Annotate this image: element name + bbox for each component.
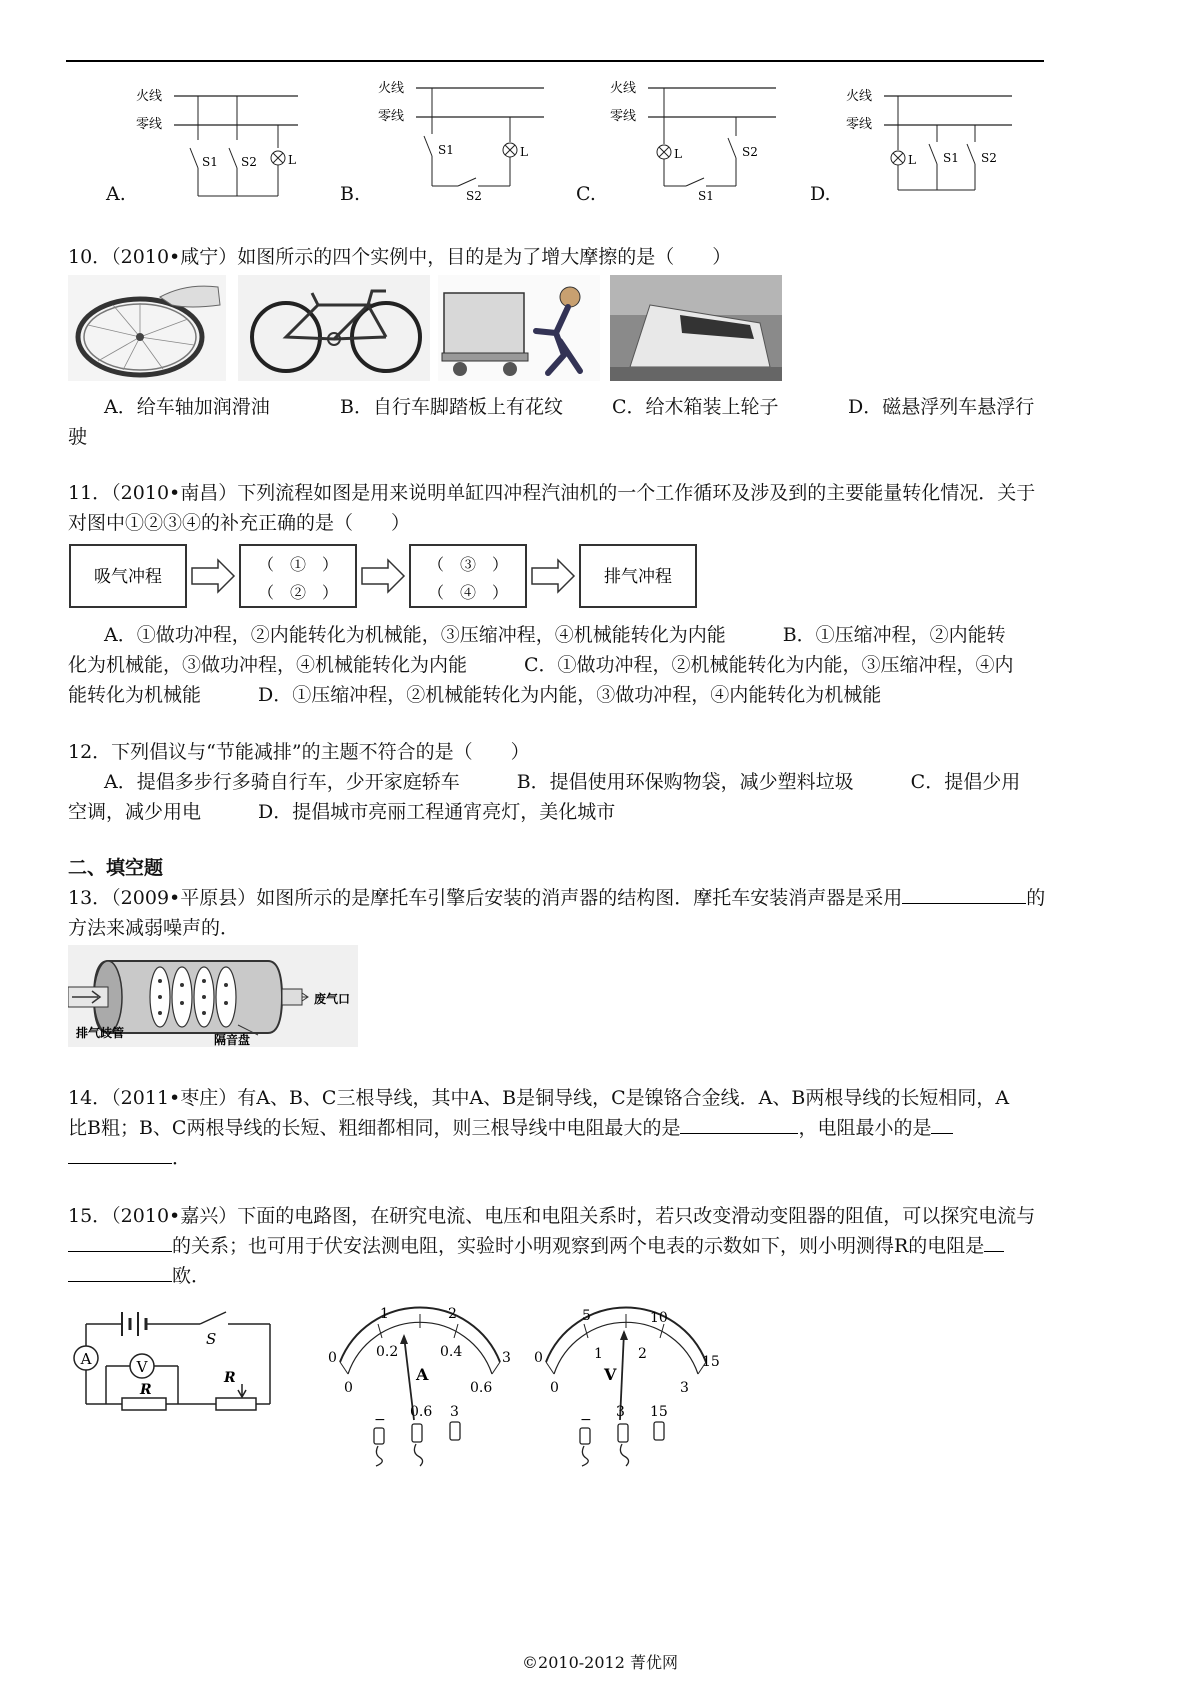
ammeter-inner-tick: 0.6 [470, 1380, 493, 1396]
lamp-label: L [520, 145, 528, 159]
live-wire-label: 火线 [610, 81, 637, 96]
q14-answer-blank-min-start[interactable] [931, 1113, 953, 1134]
flow-box2-bottom: （ ② ） [257, 583, 339, 602]
label-exhaust-pipe: 排气歧管 [76, 1026, 125, 1040]
resistor-label: R [140, 1382, 152, 1398]
neutral-wire-label: 零线 [610, 109, 637, 124]
s1-label: S1 [438, 143, 454, 157]
ammeter-terminal-label: 0.6 [410, 1404, 433, 1420]
ammeter-symbol-label: A [80, 1350, 92, 1368]
q15-text-end: 欧． [172, 1265, 211, 1287]
q10-option-d: D．磁悬浮列车悬浮行 [848, 396, 1035, 418]
switch-label: S [206, 1330, 217, 1348]
q12-stem: 12．下列倡议与“节能减排”的主题不符合的是（ ） [68, 741, 530, 763]
q10-image-maglev-train [610, 275, 782, 381]
live-wire-label: 火线 [136, 89, 163, 104]
q15-answer-blank-resistance[interactable] [68, 1261, 172, 1282]
q14-answer-blank-min[interactable] [68, 1143, 172, 1164]
label-exhaust-port: 废气口 [314, 992, 351, 1006]
q9-option-c-label: C. [576, 183, 596, 205]
q15-answer-blank-relation[interactable] [68, 1231, 172, 1252]
voltmeter-symbol-label: V [136, 1358, 148, 1376]
q14-stem-line1: 14．（2011•枣庄）有A、B、C三根导线，其中A、B是铜导线，C是镍铬合金线．A、B两根导线的长短相同，A [68, 1087, 1010, 1109]
label-baffle: 隔音盘 [214, 1033, 251, 1047]
q11-stem-line1: 11．（2010•南昌）下列流程如图是用来说明单缸四冲程汽油机的一个工作循环及涉及到的主要能量转化情况．关于 [68, 482, 1036, 504]
ammeter-inner-tick: 0.2 [376, 1344, 399, 1360]
q9-option-b-label: B. [340, 183, 361, 205]
q11-options-line3: 能转化为机械能 D．①压缩冲程，②机械能转化为内能，③做功冲程，④内能转化为机械能 [68, 684, 882, 706]
q13-stem-line1 [68, 883, 1045, 913]
q11-stem-line2: 对图中①②③④的补充正确的是（ ） [68, 512, 411, 534]
flow-box2-top: （ ① ） [257, 555, 339, 574]
q9-option-d-label: D. [810, 183, 831, 205]
neutral-wire-label: 零线 [846, 117, 873, 132]
s2-label: S2 [981, 151, 997, 165]
voltmeter-outer-tick: 0 [534, 1350, 543, 1366]
q13-muffler-diagram [68, 945, 358, 1047]
voltmeter-terminal-label: 15 [650, 1404, 668, 1420]
s2-label: S2 [241, 155, 257, 169]
voltmeter-inner-tick: 3 [680, 1380, 689, 1396]
voltmeter-inner-tick: 2 [638, 1346, 647, 1362]
q15-answer-blank-resistance-start[interactable] [984, 1231, 1004, 1252]
q13-stem-text: 13．（2009•平原县）如图所示的是摩托车引擎后安装的消声器的结构图．摩托车安装消声器是采用 [68, 887, 903, 909]
q10-stem: 10．（2010•咸宁）如图所示的四个实例中，目的是为了增大摩擦的是（ ） [68, 246, 732, 268]
voltmeter-inner-tick: 1 [594, 1346, 603, 1362]
q15-stem-line1: 15．（2010•嘉兴）下面的电路图，在研究电流、电压和电阻关系时，若只改变滑动变阻器的阻值，可以探究电流与 [68, 1205, 1036, 1227]
rheostat-label: R [224, 1370, 236, 1386]
q10-option-c: C．给木箱装上轮子 [612, 396, 779, 418]
s2-label: S2 [466, 189, 482, 203]
live-wire-label: 火线 [846, 89, 873, 104]
q14-stem-line3 [68, 1143, 191, 1173]
ammeter-outer-tick: 1 [380, 1306, 389, 1322]
q11-options-line1: A．①做功冲程，②内能转化为机械能，③压缩冲程，④机械能转化为内能 B．①压缩冲程，②内能转 [104, 624, 1006, 646]
q9-circuit-a [130, 78, 310, 208]
ammeter-inner-tick: 0 [344, 1380, 353, 1396]
ammeter-outer-tick: 3 [502, 1350, 511, 1366]
s1-label: S1 [943, 151, 959, 165]
q14-stem-line2 [68, 1113, 953, 1143]
q15-text-a: 的关系；也可用于伏安法测电阻，实验时小明观察到两个电表的示数如下，则小明测得R的电阻是 [172, 1235, 985, 1257]
page-footer: ©2010-2012 菁优网 [522, 1653, 678, 1672]
flow-box-intake: 吸气冲程 [94, 567, 162, 587]
q14-text-a: 比B粗；B、C两根导线的长短、粗细都相同，则三根导线中电阻最大的是 [68, 1117, 681, 1139]
q12-options-line1: A．提倡多步行多骑自行车，少开家庭轿车 B．提倡使用环保购物袋，减少塑料垃圾 C．提倡少用 [104, 771, 1021, 793]
ammeter-outer-tick: 0 [328, 1350, 337, 1366]
q15-circuit-diagram [66, 1300, 278, 1426]
voltmeter-outer-tick: 15 [702, 1354, 720, 1370]
s2-label: S2 [742, 145, 758, 159]
s1-label: S1 [202, 155, 218, 169]
q14-answer-blank-max[interactable] [680, 1113, 798, 1134]
q9-option-a-label: A. [106, 183, 126, 205]
section-heading-fill-in: 二、填空题 [68, 857, 164, 879]
q10-image-box-wheels [438, 275, 600, 381]
q12-options-line2: 空调，减少用电 D．提倡城市亮丽工程通宵亮灯，美化城市 [68, 801, 616, 823]
q9-circuit-c [606, 74, 786, 204]
voltmeter-inner-tick: 0 [550, 1380, 559, 1396]
q9-circuit-b [372, 74, 552, 204]
live-wire-label: 火线 [378, 81, 405, 96]
lamp-label: L [908, 153, 916, 167]
q10-option-d-continued: 驶 [68, 426, 88, 448]
q11-flow-diagram [68, 542, 708, 612]
ammeter-inner-tick: 0.4 [440, 1344, 463, 1360]
lamp-label: L [674, 147, 682, 161]
ammeter-outer-tick: 2 [448, 1306, 457, 1322]
q10-image-bicycle [238, 275, 430, 381]
ammeter-terminal-label: 3 [450, 1404, 459, 1420]
q14-text-b: ，电阻最小的是 [798, 1117, 932, 1139]
flow-box-exhaust: 排气冲程 [604, 567, 672, 587]
q11-options-line2: 化为机械能，③做功冲程，④机械能转化为内能 C．①做功冲程，②机械能转化为内能，③压缩冲程，④内 [68, 654, 1014, 676]
voltmeter-outer-tick: 5 [582, 1308, 591, 1324]
voltmeter-terminal-label: 3 [616, 1404, 625, 1420]
q15-ammeter-dial [318, 1300, 518, 1468]
voltmeter-terminal-label: − [580, 1412, 592, 1428]
q15-stem-line2 [68, 1231, 1004, 1261]
q9-circuit-d [842, 78, 1022, 208]
ammeter-terminal-label: − [374, 1412, 386, 1428]
q13-stem-line2: 方法来减弱噪声的． [68, 917, 240, 939]
header-rule [66, 60, 1044, 62]
neutral-wire-label: 零线 [136, 117, 163, 132]
neutral-wire-label: 零线 [378, 109, 405, 124]
q15-stem-line3 [68, 1261, 210, 1291]
q10-option-b: B．自行车脚踏板上有花纹 [340, 396, 563, 418]
q13-answer-blank[interactable] [902, 883, 1026, 904]
flow-box3-top: （ ③ ） [427, 555, 509, 574]
flow-box3-bottom: （ ④ ） [427, 583, 509, 602]
q10-image-wheel-oiling [68, 275, 226, 381]
ammeter-unit: A [416, 1365, 429, 1384]
voltmeter-unit: V [604, 1365, 617, 1384]
q13-stem-end: 的 [1026, 887, 1046, 909]
lamp-label: L [288, 153, 296, 167]
q10-option-a: A．给车轴加润滑油 [104, 396, 270, 418]
q15-voltmeter-dial [524, 1300, 724, 1468]
s1-label: S1 [698, 189, 714, 203]
voltmeter-outer-tick: 10 [650, 1310, 668, 1326]
q14-text-end: ． [172, 1147, 192, 1169]
